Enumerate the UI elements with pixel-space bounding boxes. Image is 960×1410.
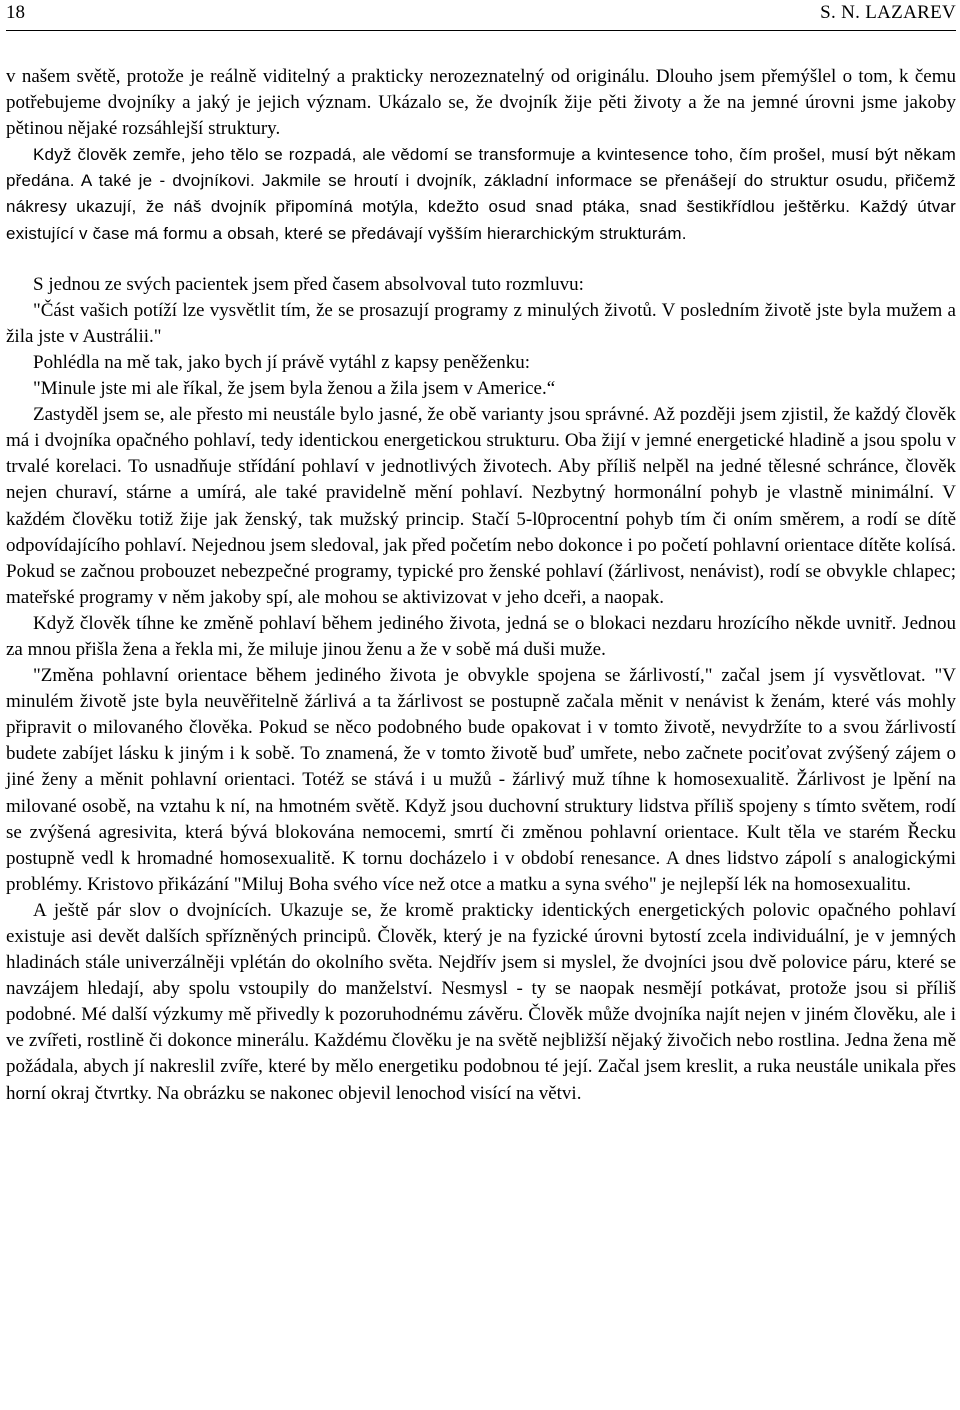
- paragraph: v našem světě, protože je reálně viditelný a prakticky nerozeznatelný od originálu. Dlouho jsem přemýšlel o tom, k čemu potřebujeme dvojníky a jaký je jejich význam. Ukázalo se, že dvojník žije pěti životy a že na jemné úrovni jsme jakoby pětinou nějaké rozsáhlejší struktury.: [6, 66, 956, 140]
- body-text: [6, 64, 956, 1107]
- paragraph: Když člověk tíhne ke změně pohlaví během jediného života, jedná se o blokaci nezdaru hrozícího někde uvnitř. Jednou za mnou přišla žena a řekla mi, že miluje jinou ženu a že v sobě má duši muže.: [6, 612, 956, 660]
- paragraph: Zastyděl jsem se, ale přesto mi neustále bylo jasné, že obě varianty jsou správné. Až později jsem zjistil, že každý člověk má i dvojníka opačného pohlaví, tedy identickou energetickou strukturu. Oba žijí v jemné energetické hladině a jsou spolu v trvalé korelaci. To usnadňuje střídání pohlaví v jednotlivých životech. Aby příliš nelpěl na jedné tělesné schránce, člověk nejen churaví, stárne a umírá, ale také pravidelně mění pohlaví. Nezbytný hormonální pohyb je vlastně minimální. V každém člověku totiž žije jak ženský, tak mužský princip. Stačí 5-l0procentní pohyb tím či oním směrem, a rodí se dítě odpovídajícího pohlaví. Nejednou jsem sledoval, jak před početím nebo dokonce i po početí pohlavní orientace dítěte kolísá. Pokud se začnou probouzet nebezpečné programy, typické pro ženské pohlaví (žárlivost, nenávist), rodí se obvykle chlapec; mateřské programy v něm jakoby spí, ale mohou se aktivizovat v jeho dceři, a naopak.: [6, 404, 956, 608]
- header-rule: [6, 30, 956, 31]
- running-title: S. N. LAZAREV: [820, 2, 956, 23]
- paragraph: A ještě pár slov o dvojnících. Ukazuje se, že kromě prakticky identických energetických polovic opačného pohlaví existuje asi devět dalších spřízněných principů. Člověk, který je na fyzické úrovni bytostí zcela individuální, je v jemných hladinách stále univerzálněji vplétán do okolního světa. Nejdřív jsem si myslel, že dvojníci jsou dvě polovice páru, které se navzájem hledají, aby spolu vstoupily do manželství. Nesmysl - ty se naopak nesmějí potkávat, protože jsou si příliš podobné. Mé další výzkumy mě přivedly k pozoruhodnému závěru. Člověk může dvojníka najít nejen v jiném člověku, ale i ve zvířeti, rostlině či dokonce minerálu. Každému člověku je na světě nejbližší nějaký živočich nebo rostlina. Jedna žena mě požádala, abych jí nakreslil zvíře, které by mělo energetiku podobnou té její. Začal jsem kreslit, a ruka neustále unikala přes horní okraj čtvrtky. Na obrázku se nakonec objevil lenochod visící na větvi.: [6, 899, 956, 1104]
- paragraph: "Část vašich potíží lze vysvětlit tím, že se prosazují programy z minulých životů. V posledním životě jste byla mužem a žila jste v Austrálii.": [6, 299, 956, 347]
- paragraph: "Minule jste mi ale říkal, že jsem byla ženou a žila jsem v Americe.“: [33, 378, 556, 400]
- paragraph: Pohlédla na mě tak, jako bych jí právě vytáhl z kapsy peněženku:: [33, 351, 531, 373]
- paragraph: S jednou ze svých pacientek jsem před časem absolvoval tuto rozmluvu:: [33, 273, 584, 295]
- running-header: [6, 0, 956, 34]
- paragraph: Když člověk zemře, jeho tělo se rozpadá, ale vědomí se transformuje a kvintesence toho, čím prošel, musí být někam předána. A také je - dvojníkovi. Jakmile se hroutí i dvojník, základní informace se přenášejí do struktur osudu, přičemž nákresy ukazují, že náš dvojník připomíná motýla, kdežto osud snad ptáka, snad šestikřídlou ještěrku. Každý útvar existující v čase má formu a obsah, které se předávají vyšším hierarchickým strukturám.: [6, 145, 956, 243]
- page-number: 18: [6, 2, 25, 23]
- document-page: [6, 0, 956, 1410]
- paragraph: "Změna pohlavní orientace během jediného života je obvykle spojena se žárlivostí," začal jsem jí vysvětlovat. "V minulém životě jste byla neuvěřitelně žárlivá a ta žárlivost se postupně začala měnit v nenávist k ženám, které vás mohly připravit o milovaného člověka. Pokud se něco podobného bude opakovat i v tomto životě, nevydržíte to a svou žárlivostí budete zabíjet lásku k jiným i k sobě. To znamená, že v tomto životě buď umřete, nebo začnete pociťovat zvýšený zájem o jiné ženy a měnit pohlavní orientaci. Totéž se stává i u mužů - žárlivý muž tíhne k homosexualitě. Žárlivost je lpění na milované osobě, na vztahu k ní, na hmotném světě. Když jsou duchovní struktury lidstva příliš spojeny s tímto světem, rodí se zvýšená agresivita, která bývá blokována nemocemi, smrtí či změnou pohlavní orientace. Kult těla ve starém Řecku postupně vedl k hromadné homosexualitě. K tornu docházelo i v období renesance. A dnes lidstvo zápolí s analogickými problémy. Kristovo přikázání "Miluj Boha svého více než otce a matku a syna svého" je nejlepší lék na homosexualitu.: [6, 665, 956, 895]
